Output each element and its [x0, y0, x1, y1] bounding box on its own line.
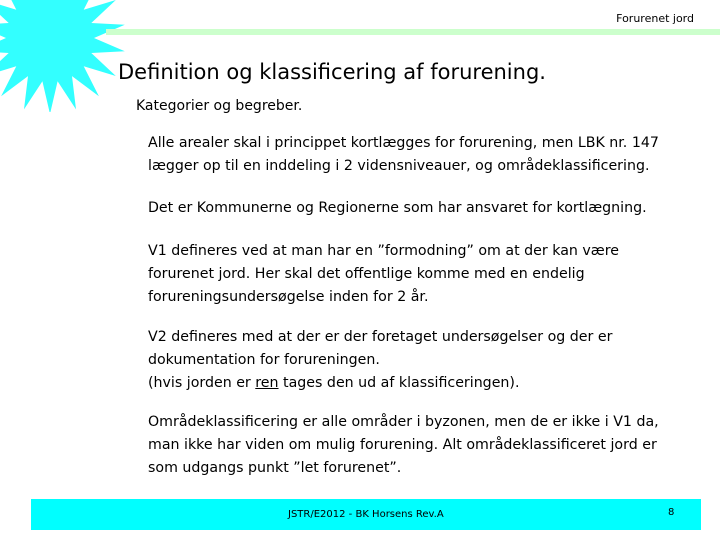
paragraph-line: Alle arealer skal i princippet kortlægges for forurening, men LBK nr. 147	[148, 135, 659, 151]
slide-title: Definition og klassificering af forurening.	[118, 60, 546, 84]
paragraph-kortlaegning	[148, 132, 693, 178]
header-title: Forurenet jord	[616, 12, 694, 25]
paragraph-line: Det er Kommunerne og Regionerne som har ansvaret for kortlægning.	[148, 200, 647, 216]
paragraph-line: forureningsundersøgelse inden for 2 år.	[148, 289, 429, 305]
starburst-icon	[0, 0, 130, 112]
paragraph-line: V2 defineres med at der er der foretaget undersøgelser og der er	[148, 329, 613, 345]
underlined-word: ren	[255, 375, 279, 391]
paragraph-omraadeklassificering	[148, 411, 693, 480]
paragraph-line: forurenet jord. Her skal det offentlige komme med en endelig	[148, 266, 585, 282]
paragraph-line: lægger op til en inddeling i 2 vidensniveauer, og områdeklassificering.	[148, 158, 650, 174]
paragraph-line: man ikke har viden om mulig forurening. Alt områdeklassificeret jord er	[148, 437, 657, 453]
paragraph-line	[148, 372, 693, 395]
footer-text: JSTR/E2012 - BK Horsens Rev.A	[288, 509, 444, 520]
paragraph-line: Områdeklassificering er alle områder i byzonen, men de er ikke i V1 da,	[148, 414, 659, 430]
paragraph-v2	[148, 326, 693, 395]
paragraph-ansvar	[148, 197, 693, 220]
paragraph-text-segment: (hvis jorden er	[148, 375, 256, 391]
slide-subheading: Kategorier og begreber.	[136, 98, 303, 114]
header-divider	[106, 29, 720, 35]
page-number: 8	[668, 507, 675, 518]
paragraph-line: som udgangs punkt ”let forurenet”.	[148, 460, 402, 476]
paragraph-line: dokumentation for forureningen.	[148, 352, 380, 368]
paragraph-text-segment: tages den ud af klassificeringen).	[278, 375, 520, 391]
paragraph-line: V1 defineres ved at man har en ”formodning” om at der kan være	[148, 243, 619, 259]
paragraph-v1	[148, 240, 693, 309]
